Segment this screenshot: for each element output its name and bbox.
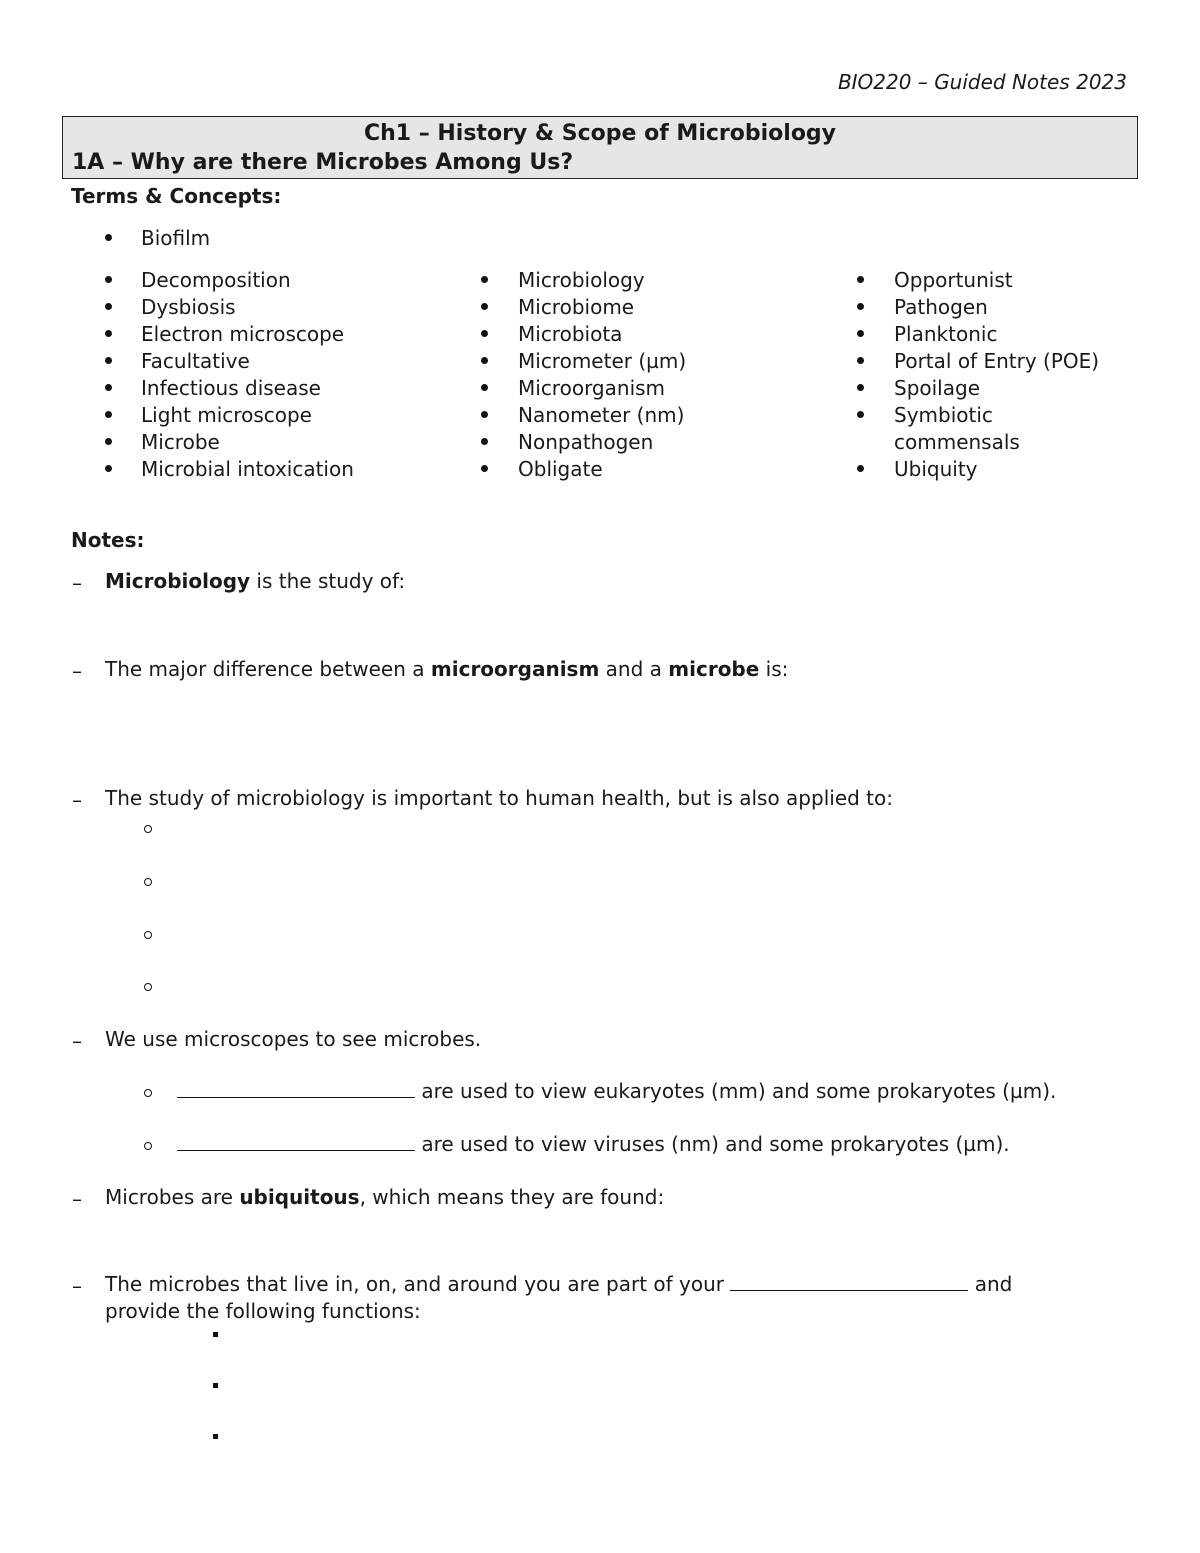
- note-difference: [105, 656, 788, 683]
- term-item: Infectious disease: [141, 376, 321, 400]
- chapter-title: Ch1 – History & Scope of Microbiology: [363, 121, 837, 146]
- term-biofilm: Biofilm: [141, 226, 211, 250]
- bold-term: microorganism: [430, 657, 600, 681]
- note-microbiome-line2: provide the following functions:: [105, 1299, 421, 1323]
- note-text: are used to view viruses (nm) and some prokaryotes (µm).: [415, 1132, 1010, 1156]
- bullet-icon: [105, 411, 112, 418]
- note-text: and a: [599, 657, 669, 681]
- term-item: Microorganism: [518, 376, 666, 400]
- dash-marker: –: [72, 1187, 82, 1211]
- blank-line: [177, 1134, 415, 1151]
- hollow-bullet-icon: [144, 825, 152, 833]
- bullet-icon: [857, 330, 864, 337]
- bullet-icon: [857, 303, 864, 310]
- term-item: Ubiquity: [894, 457, 978, 481]
- note-text: The microbes that live in, on, and around you are part of your: [105, 1272, 731, 1296]
- note-text: are used to view eukaryotes (mm) and some prokaryotes (µm).: [415, 1079, 1057, 1103]
- bullet-icon: [481, 465, 488, 472]
- hollow-bullet-icon: [144, 1142, 152, 1150]
- note-microbiome: [105, 1271, 1012, 1298]
- square-bullet-icon: [213, 1383, 218, 1388]
- hollow-bullet-icon: [144, 983, 152, 991]
- notes-heading: Notes:: [71, 528, 145, 552]
- note-text: , which means they are found:: [359, 1185, 665, 1209]
- bullet-icon: [105, 330, 112, 337]
- note-text: and: [968, 1272, 1013, 1296]
- hollow-bullet-icon: [144, 931, 152, 939]
- title-box: [62, 116, 1138, 179]
- dash-marker: –: [72, 571, 82, 595]
- term-item: Obligate: [518, 457, 603, 481]
- bold-term: microbe: [668, 657, 760, 681]
- bullet-icon: [105, 438, 112, 445]
- bullet-icon: [857, 357, 864, 364]
- term-item: Planktonic: [894, 322, 998, 346]
- bullet-icon: [105, 234, 112, 241]
- bullet-icon: [105, 303, 112, 310]
- page-header: BIO220 – Guided Notes 2023: [837, 70, 1127, 94]
- term-item: Microbiology: [518, 268, 645, 292]
- terms-heading: Terms & Concepts:: [71, 184, 282, 208]
- term-item-continuation: commensals: [894, 430, 1020, 454]
- note-text: is the study of:: [250, 569, 406, 593]
- term-item: Portal of Entry (POE): [894, 349, 1100, 373]
- bullet-icon: [481, 384, 488, 391]
- term-item: Spoilage: [894, 376, 980, 400]
- note-applications: The study of microbiology is important to human health, but is also applied to:: [105, 786, 893, 810]
- hollow-bullet-icon: [144, 1089, 152, 1097]
- note-text: Microbes are: [105, 1185, 240, 1209]
- bullet-icon: [481, 438, 488, 445]
- bold-term: Microbiology: [105, 569, 251, 593]
- term-item: Electron microscope: [141, 322, 345, 346]
- term-item: Nonpathogen: [518, 430, 654, 454]
- note-text: The major difference between a: [105, 657, 431, 681]
- term-item: Dysbiosis: [141, 295, 236, 319]
- bullet-icon: [105, 357, 112, 364]
- bullet-icon: [481, 357, 488, 364]
- term-item: Decomposition: [141, 268, 291, 292]
- dash-marker: –: [72, 788, 82, 812]
- bullet-icon: [857, 276, 864, 283]
- term-item: Opportunist: [894, 268, 1013, 292]
- term-item: Light microscope: [141, 403, 312, 427]
- term-item: Microbiome: [518, 295, 635, 319]
- term-item: Pathogen: [894, 295, 988, 319]
- term-item: Microbe: [141, 430, 220, 454]
- term-item: Microbiota: [518, 322, 623, 346]
- hollow-bullet-icon: [144, 878, 152, 886]
- bullet-icon: [857, 465, 864, 472]
- term-item: Facultative: [141, 349, 250, 373]
- bullet-icon: [105, 384, 112, 391]
- note-microbiology: [105, 568, 405, 595]
- note-ubiquitous: [105, 1184, 664, 1211]
- note-text: is:: [759, 657, 789, 681]
- blank-line: [730, 1274, 968, 1291]
- term-item: Symbiotic: [894, 403, 993, 427]
- bullet-icon: [481, 303, 488, 310]
- note-sub-electron-microscope: [177, 1131, 1010, 1158]
- bullet-icon: [857, 384, 864, 391]
- note-sub-light-microscope: [177, 1078, 1056, 1105]
- term-item: Microbial intoxication: [141, 457, 354, 481]
- section-title: 1A – Why are there Microbes Among Us?: [72, 150, 574, 175]
- bullet-icon: [105, 276, 112, 283]
- bullet-icon: [105, 465, 112, 472]
- note-microscopes: We use microscopes to see microbes.: [105, 1027, 482, 1051]
- bullet-icon: [481, 330, 488, 337]
- bullet-icon: [481, 411, 488, 418]
- dash-marker: –: [72, 659, 82, 683]
- term-item: Micrometer (µm): [518, 349, 687, 373]
- dash-marker: –: [72, 1029, 82, 1053]
- dash-marker: –: [72, 1274, 82, 1298]
- blank-line: [177, 1081, 415, 1098]
- term-item: Nanometer (nm): [518, 403, 685, 427]
- bullet-icon: [481, 276, 488, 283]
- bullet-icon: [857, 411, 864, 418]
- bold-term: ubiquitous: [239, 1185, 360, 1209]
- square-bullet-icon: [213, 1332, 218, 1337]
- square-bullet-icon: [213, 1434, 218, 1439]
